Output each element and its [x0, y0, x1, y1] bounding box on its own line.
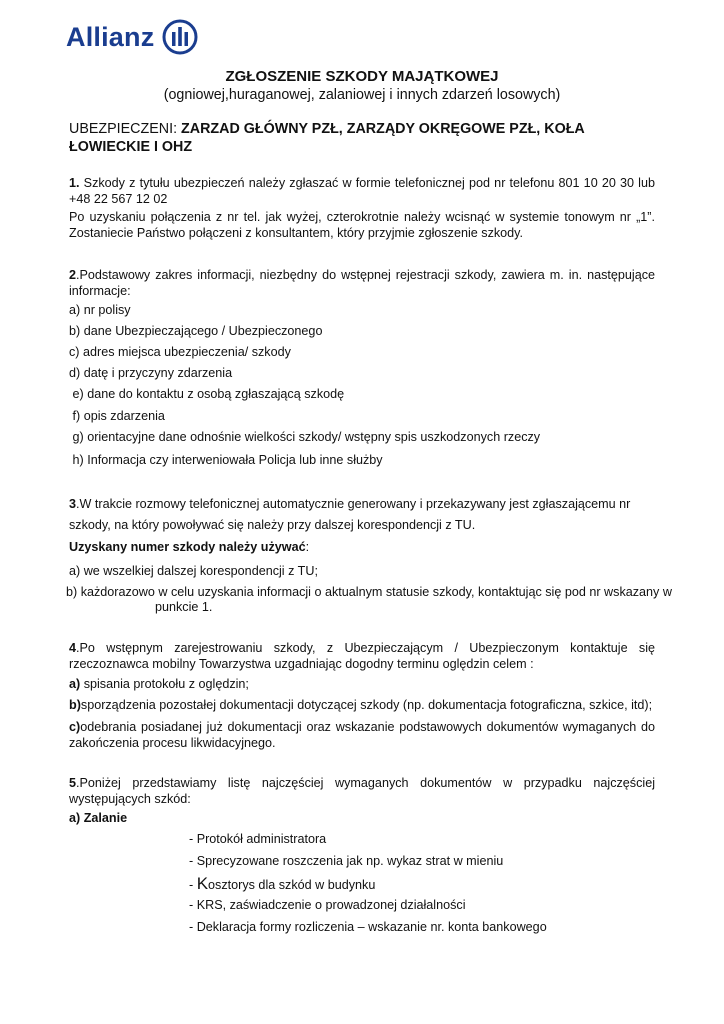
claim-number-bold: Uzyskany numer szkody należy używać	[69, 540, 306, 554]
claim-number-colon: :	[305, 540, 310, 554]
allianz-logo	[66, 12, 198, 62]
info-item: c) adres miejsca ubezpieczenia/ szkody	[69, 345, 291, 359]
section-2-text: .Podstawowy zakres informacji, niezbędny do wstępnej rejestracji szkody, zawiera m. in. następujące informacje:	[69, 268, 655, 298]
insured-value: ZARZAD GŁÓWNY PZŁ, ZARZĄDY OKRĘGOWE PZŁ, KOŁA ŁOWIECKIE I OHZ	[69, 121, 585, 155]
section-1-number: 1.	[69, 176, 80, 190]
allianz-eagle-icon	[162, 19, 198, 55]
info-item: g) orientacyjne dane odnośnie wielkości szkody/ wstępny spis uszkodzonych rzeczy	[69, 430, 541, 444]
document-item-initial: K	[196, 874, 209, 893]
usage-item-a: a) we wszelkiej dalszej korespondencji z TU;	[69, 564, 318, 578]
section-4-paragraph	[69, 641, 655, 672]
inspection-purpose-b	[69, 698, 652, 712]
section-2-number: 2	[69, 268, 77, 282]
claim-number-usage-heading	[69, 540, 309, 554]
inspection-purpose-c	[69, 720, 655, 751]
purpose-c-label: c)	[69, 720, 81, 734]
section-5-text: .Poniżej przedstawiamy listę najczęściej wymaganych dokumentów w przypadku najczęściej występujących szkód:	[69, 776, 655, 806]
section-1-text: Szkody z tytułu ubezpieczeń należy zgłaszać w formie telefonicznej pod nr telefonu 801 10 20 30 lub +48 22 567 12 02	[69, 176, 655, 206]
document-item: - Sprecyzowane roszczenia jak np. wykaz strat w mieniu	[189, 854, 504, 868]
document-item	[189, 874, 375, 894]
purpose-a-text: spisania protokołu z oględzin;	[80, 677, 249, 691]
section-3-number: 3	[69, 497, 77, 511]
info-item: a) nr polisy	[69, 303, 131, 317]
info-item: d) datę i przyczyny zdarzenia	[69, 366, 233, 380]
document-item: - KRS, zaświadczenie o prowadzonej działalności	[189, 898, 466, 912]
document-item-text: osztorys dla szkód w budynku	[208, 878, 376, 892]
purpose-c-text: odebrania posiadanej już dokumentacji oraz wskazanie podstawowych dokumentów wymaganych do zakończenia procesu likwidacyjnego.	[69, 720, 655, 750]
usage-item-b: b) każdorazowo w celu uzyskania informacji o aktualnym statusie szkody, kontaktując się pod nr wskazany w	[66, 585, 672, 599]
section-3-text-cont: szkody, na który powoływać się należy przy dalszej korespondencji z TU.	[69, 518, 476, 532]
info-item: e) dane do kontaktu z osobą zgłaszającą szkodę	[69, 387, 345, 401]
info-item: h) Informacja czy interweniowała Policja lub inne służby	[69, 453, 383, 467]
section-1-paragraph	[69, 176, 655, 207]
section-3-text: .W trakcie rozmowy telefonicznej automatycznie generowany i przekazywany jest zgłaszającemu nr	[76, 497, 631, 511]
purpose-b-label: b)	[69, 698, 81, 712]
purpose-a-label: a)	[69, 677, 81, 691]
section-3-paragraph	[69, 497, 630, 511]
document-item: - Deklaracja formy rozliczenia – wskazanie nr. konta bankowego	[189, 920, 547, 934]
damage-type-flood: a) Zalanie	[69, 811, 128, 825]
logo-wordmark: Allianz	[66, 21, 155, 52]
info-item: f) opis zdarzenia	[69, 409, 165, 423]
info-item: b) dane Ubezpieczającego / Ubezpieczonego	[69, 324, 323, 338]
insured-label: UBEZPIECZENI:	[69, 121, 182, 137]
document-item: - Protokół administratora	[189, 832, 327, 846]
document-subtitle: (ogniowej,huraganowej, zalaniowej i innych zdarzeń losowych)	[163, 87, 561, 103]
section-5-paragraph	[69, 776, 655, 807]
section-1-instructions: Po uzyskaniu połączenia z nr tel. jak wyżej, czterokrotnie należy wcisnąć w systemie tonowym nr „1”. Zostaniecie Państwo połączeni z konsultantem, który przyjmie zgłoszenie szkody.	[69, 210, 655, 240]
section-2-paragraph	[69, 268, 655, 299]
purpose-b-text: sporządzenia pozostałej dokumentacji dotyczącej szkody (np. dokumentacja fotograficzna, szkice, itd);	[80, 698, 653, 712]
section-4-number: 4	[69, 641, 77, 655]
document-item-dash: -	[189, 878, 197, 892]
inspection-purpose-a	[69, 677, 249, 691]
section-4-text: .Po wstępnym zarejestrowaniu szkody, z Ubezpieczającym / Ubezpieczonym kontaktuje się rzeczoznawca mobilny Towarzystwa uzgadniając dogodny terminu oględzin celem :	[69, 641, 655, 671]
document-title: ZGŁOSZENIE SZKODY MAJĄTKOWEJ	[225, 68, 499, 85]
usage-item-b-cont: punkcie 1.	[155, 600, 213, 614]
section-5-number: 5	[69, 776, 77, 790]
insured-parties	[69, 120, 659, 156]
